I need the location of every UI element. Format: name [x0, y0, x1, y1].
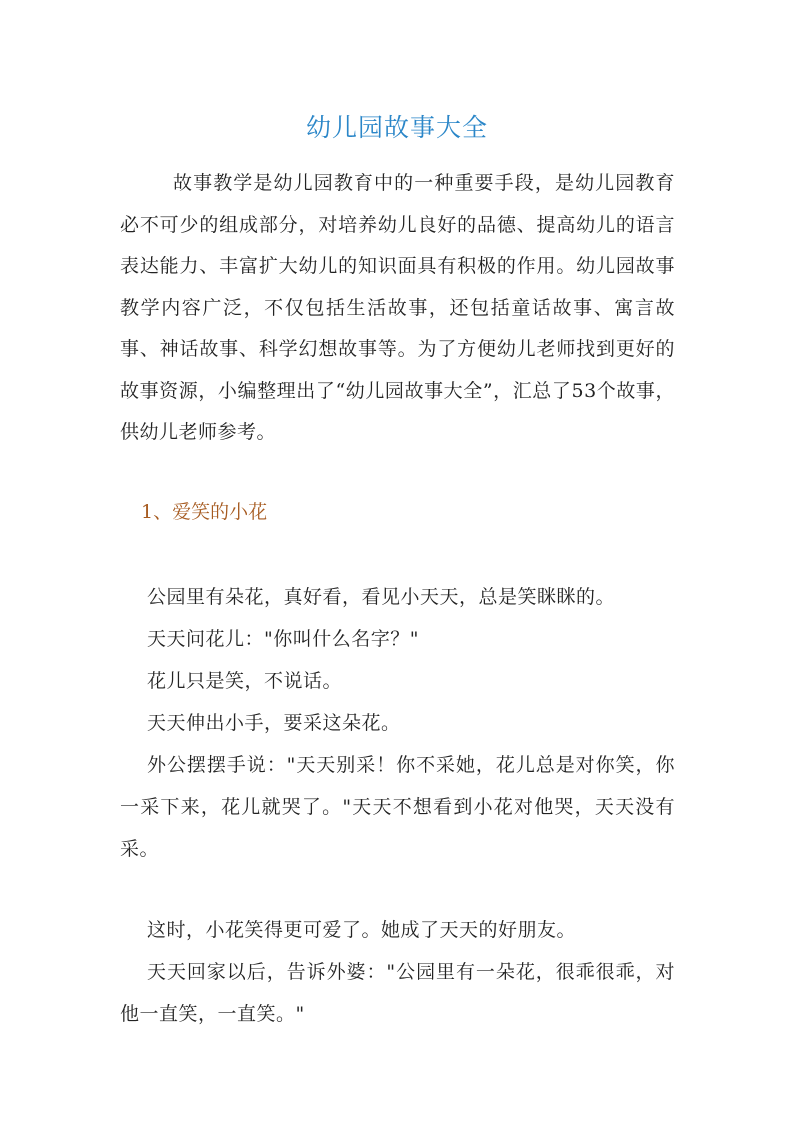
story-heading: 1、爱笑的小花	[141, 501, 268, 523]
story-body-part-1	[120, 576, 675, 870]
intro-paragraph: 故事教学是幼儿园教育中的一种重要手段，是幼儿园教育必不可少的组成部分，对培养幼儿良好的品德、提高幼儿的语言表达能力、丰富扩大幼儿的知识面具有积极的作用。幼儿园故事教学内容广泛，不仅包括生活故事，还包括童话故事、寓言故事、神话故事、科学幻想故事等。为了方便幼儿老师找到更好的故事资源，小编整理出了“幼儿园故事大全”，汇总了53个故事，供幼儿老师参考。	[120, 172, 675, 443]
page-title: 幼儿园故事大全	[305, 113, 488, 142]
story-paragraph: 这时，小花笑得更可爱了。她成了天天的好朋友。	[147, 919, 577, 941]
story-paragraph: 天天伸出小手，要采这朵花。	[147, 712, 401, 734]
story-paragraph: 公园里有朵花，真好看，看见小天天，总是笑眯眯的。	[147, 586, 616, 608]
story-body-part-2	[120, 909, 675, 1035]
story-paragraph: 花儿只是笑，不说话。	[147, 670, 343, 692]
story-paragraph: 天天问花儿："你叫什么名字？"	[147, 628, 419, 650]
story-paragraph: 外公摆摆手说："天天别采！你不采她，花儿总是对你笑，你一采下来，花儿就哭了。"天天不想看到小花对他哭，天天没有采。	[120, 754, 675, 860]
story-paragraph: 天天回家以后，告诉外婆："公园里有一朵花，很乖很乖，对他一直笑，一直笑。"	[120, 961, 675, 1025]
